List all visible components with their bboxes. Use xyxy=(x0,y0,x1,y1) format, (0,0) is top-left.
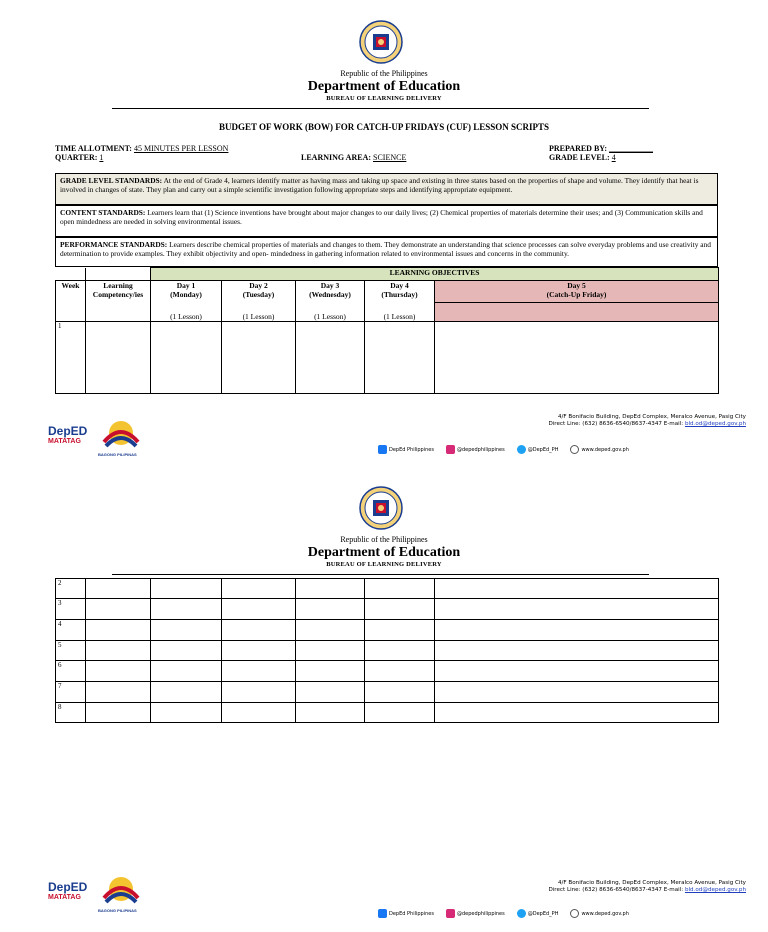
address-line: 4/F Bonifacio Building, DepEd Complex, Meralco Avenue, Pasig City xyxy=(557,414,746,420)
day1-weekday: (Monday) xyxy=(170,290,202,299)
competency-header xyxy=(86,281,151,322)
globe-icon xyxy=(570,445,579,454)
week-number: 5 xyxy=(56,641,86,661)
social-links xyxy=(378,909,637,918)
time-allotment xyxy=(55,144,228,153)
day2-lesson: (1 Lesson) xyxy=(222,303,296,322)
instagram-link[interactable]: @depedphilippines xyxy=(456,910,505,917)
bureau-label: BUREAU OF LEARNING DELIVERY xyxy=(326,95,442,102)
day2-weekday: (Tuesday) xyxy=(242,290,275,299)
learning-area-label: LEARNING AREA: xyxy=(301,153,372,162)
bow-table-page1 xyxy=(55,267,719,394)
table-cell xyxy=(151,322,222,394)
facebook-link[interactable]: DepEd Philippines xyxy=(389,446,434,453)
table-row xyxy=(56,579,719,599)
bagong-pilipinas-icon xyxy=(100,416,142,450)
time-allotment-value: 45 MINUTES PER LESSON xyxy=(133,144,229,153)
week-number: 6 xyxy=(56,661,86,682)
bow-table-page2 xyxy=(55,578,719,723)
competency-header-line2: Competency/ies xyxy=(92,290,144,299)
grade-level-label: GRADE LEVEL: xyxy=(549,153,610,162)
twitter-link[interactable]: @DepEd_PH xyxy=(527,910,559,917)
facebook-icon xyxy=(378,909,387,918)
table-row xyxy=(56,661,719,682)
blank-corner-2 xyxy=(86,268,151,281)
bagong-pilipinas-icon xyxy=(100,872,142,906)
table-cell xyxy=(296,322,365,394)
footer-address xyxy=(548,414,746,428)
document-title: BUDGET OF WORK (BOW) FOR CATCH-UP FRIDAYS (CUF) LESSON SCRIPTS xyxy=(218,122,550,132)
department-title: Department of Education xyxy=(307,545,461,560)
learning-area-value: SCIENCE xyxy=(373,153,407,162)
deped-seal-icon xyxy=(359,20,403,64)
prepared-by xyxy=(549,144,653,153)
week-number: 1 xyxy=(56,322,86,394)
direct-line: Direct Line: (632) 8636-6540/8637-4347 E-mail: xyxy=(548,887,684,893)
table-cell xyxy=(435,322,719,394)
day3-lesson: (1 Lesson) xyxy=(296,303,365,322)
learning-area xyxy=(301,153,406,162)
social-links xyxy=(378,445,637,454)
twitter-icon xyxy=(517,445,526,454)
instagram-icon xyxy=(446,909,455,918)
quarter xyxy=(55,153,103,162)
matatag-logo-text: MATATAG xyxy=(48,438,81,445)
deped-matatag-logo xyxy=(48,414,94,460)
republic-label: Republic of the Philippines xyxy=(340,69,428,78)
week-number: 2 xyxy=(56,579,86,599)
week-number: 3 xyxy=(56,599,86,620)
table-row xyxy=(56,322,719,394)
week-number: 7 xyxy=(56,682,86,703)
day3-label: Day 3 xyxy=(320,281,340,290)
day5-label: Day 5 xyxy=(567,281,586,290)
table-cell xyxy=(365,322,435,394)
bureau-label: BUREAU OF LEARNING DELIVERY xyxy=(326,561,442,568)
table-cell xyxy=(86,322,151,394)
performance-standards-label: PERFORMANCE STANDARDS: xyxy=(60,240,168,249)
website-link[interactable]: www.deped.gov.ph xyxy=(581,910,629,917)
department-title: Department of Education xyxy=(307,79,461,94)
table-row xyxy=(56,641,719,661)
day5-lesson xyxy=(435,303,719,322)
prepared-by-label: PREPARED BY: xyxy=(549,144,608,153)
content-standards-text: Learners learn that (1) Science inventions have brought about major changes to our daily lives; (2) Chemical properties of materials determine their uses; and (3) Communication skills and open mindedness are needed in solving environmental issues. xyxy=(60,208,703,226)
day1-lesson: (1 Lesson) xyxy=(151,303,222,322)
learning-objectives-header: LEARNING OBJECTIVES xyxy=(151,268,719,281)
competency-header-line1: Learning xyxy=(103,281,133,290)
day3-weekday: (Wednesday) xyxy=(309,290,351,299)
email-link[interactable]: bld.od@deped.gov.ph xyxy=(684,421,746,427)
matatag-logo-text: MATATAG xyxy=(48,894,81,901)
blank-corner xyxy=(56,268,86,281)
twitter-icon xyxy=(517,909,526,918)
facebook-icon xyxy=(378,445,387,454)
grade-level-value: 4 xyxy=(611,153,616,162)
grade-level-standards xyxy=(55,173,718,205)
day1-header xyxy=(151,281,222,303)
deped-seal-icon xyxy=(359,486,403,530)
day4-label: Day 4 xyxy=(390,281,409,290)
time-allotment-label: TIME ALLOTMENT: xyxy=(55,144,132,153)
content-standards xyxy=(55,205,718,237)
twitter-link[interactable]: @DepEd_PH xyxy=(527,446,559,453)
week-number: 4 xyxy=(56,620,86,641)
table-row xyxy=(56,703,719,723)
day4-header xyxy=(365,281,435,303)
day3-header xyxy=(296,281,365,303)
header-divider xyxy=(112,574,649,575)
table-cell xyxy=(222,322,296,394)
quarter-label: QUARTER: xyxy=(55,153,98,162)
globe-icon xyxy=(570,909,579,918)
prepared-by-value: ___________ xyxy=(609,144,654,153)
grade-level-standards-label: GRADE LEVEL STANDARDS: xyxy=(60,176,163,185)
deped-matatag-logo xyxy=(48,870,94,916)
address-line: 4/F Bonifacio Building, DepEd Complex, Meralco Avenue, Pasig City xyxy=(557,880,746,886)
footer-address xyxy=(548,880,746,894)
day5-weekday: (Catch-Up Friday) xyxy=(546,290,607,299)
content-standards-label: CONTENT STANDARDS: xyxy=(60,208,146,217)
facebook-link[interactable]: DepEd Philippines xyxy=(389,910,434,917)
website-link[interactable]: www.deped.gov.ph xyxy=(581,446,629,453)
day5-header xyxy=(435,281,719,303)
grade-level-standards-text: At the end of Grade 4, learners identify matter as having mass and taking up space and existing in three states based on the properties of shape and volume. They identify that heat is involved in changes of state. They plan and carry out a simple scientific investigation following appropriate steps and identifying appropriate equipment. xyxy=(60,176,699,194)
performance-standards-text: Learners describe chemical properties of materials and changes to them. They demonstrate an understanding that science processes can solve everyday problems and use creativity and determination to provide examples. They exhibit objectivity and open- mindedness in gathering information related to environmental issues and concerns in the community. xyxy=(60,240,711,258)
bagong-pilipinas-label: BAGONG PILIPINAS xyxy=(98,908,137,913)
table-row xyxy=(56,620,719,641)
table-row xyxy=(56,599,719,620)
deped-logo-text: DepED xyxy=(48,424,88,438)
day1-label: Day 1 xyxy=(176,281,196,290)
grade-level xyxy=(549,153,616,162)
day4-weekday: (Thursday) xyxy=(381,290,418,299)
day2-header xyxy=(222,281,296,303)
instagram-link[interactable]: @depedphilippines xyxy=(456,446,505,453)
deped-logo-text: DepED xyxy=(48,880,88,894)
week-number: 8 xyxy=(56,703,86,723)
table-row xyxy=(56,682,719,703)
direct-line: Direct Line: (632) 8636-6540/8637-4347 E-mail: xyxy=(548,421,684,427)
day4-lesson: (1 Lesson) xyxy=(365,303,435,322)
day2-label: Day 2 xyxy=(249,281,268,290)
week-header: Week xyxy=(56,281,86,322)
bagong-pilipinas-label: BAGONG PILIPINAS xyxy=(98,452,137,457)
republic-label: Republic of the Philippines xyxy=(340,535,428,544)
quarter-value: 1 xyxy=(99,153,104,162)
performance-standards xyxy=(55,237,718,267)
instagram-icon xyxy=(446,445,455,454)
email-link[interactable]: bld.od@deped.gov.ph xyxy=(684,887,746,893)
header-divider xyxy=(112,108,649,109)
